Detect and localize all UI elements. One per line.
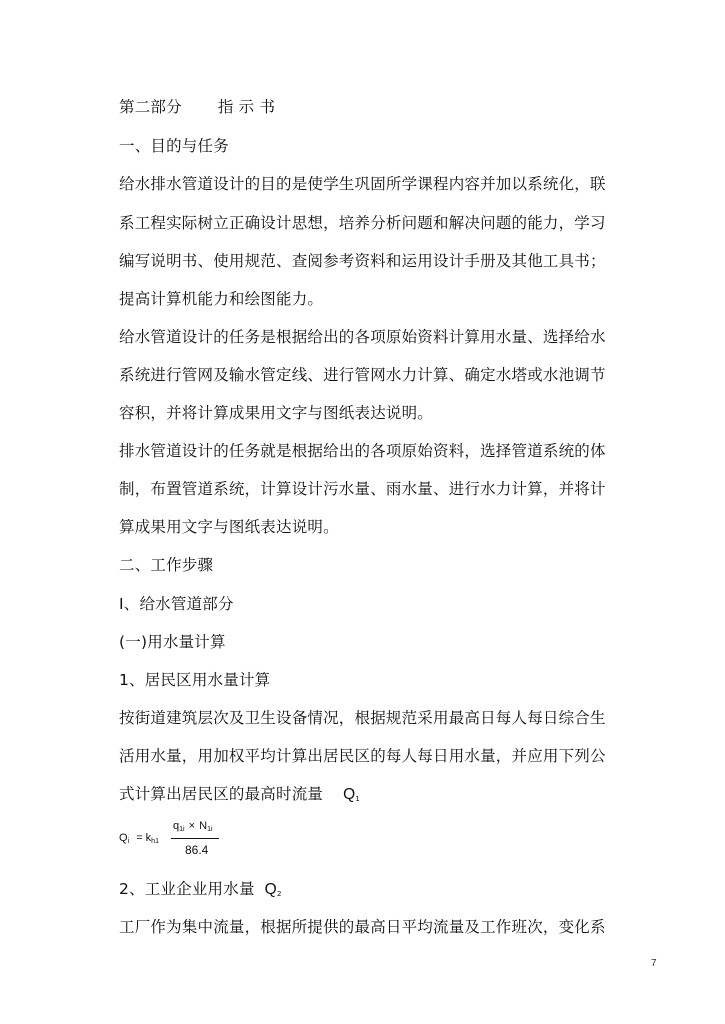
section-heading [119,97,275,117]
formula-denominator: 86.4 [185,843,209,857]
heading-steps: 二、工作步骤 [119,556,214,574]
subheading-industry [119,879,282,904]
paragraph-line: 活用水量，用加权平均计算出居民区的每人每日用水量，并应用下列公 [119,747,606,765]
paragraph-line: 按街道建筑层次及卫生设备情况，根据规范采用最高日每人每日综合生 [119,709,606,727]
q2-symbol: Q [264,881,277,898]
section-title: 指 示 书 [217,98,276,116]
subheading-water-supply: I、给水管道部分 [119,595,234,613]
paragraph-line: 系工程实际树立正确设计思想，培养分析问题和解决问题的能力，学习 [119,214,606,232]
paragraph-line: 算成果用文字与图纸表达说明。 [119,518,339,536]
page-number: 7 [651,958,657,969]
industry-label: 2、工业企业用水量 [119,880,255,898]
paragraph-line: 工厂作为集中流量，根据所提供的最高日平均流量及工作班次，变化系 [119,918,606,936]
subheading-water-usage: (一)用水量计算 [119,633,226,651]
paragraph-line-with-symbol [119,784,360,809]
paragraph-line: 提高计算机能力和绘图能力。 [119,290,324,308]
q1-symbol: Q [343,786,356,803]
subheading-residential: 1、居民区用水量计算 [119,671,271,689]
paragraph-line: 制，布置管道系统，计算设计污水量、雨水量、进行水力计算，并将计 [119,480,606,498]
q2-subscript: 2 [276,890,282,898]
paragraph-line: 容积，并将计算成果用文字与图纸表达说明。 [119,404,434,422]
heading-purpose: 一、目的与任务 [119,137,229,155]
flow-formula [119,818,239,862]
paragraph-line: 编写说明书、使用规范、查阅参考资料和运用设计手册及其他工具书； [119,252,606,270]
formula-lhs: $Q_i = k_{h1}$ [119,832,159,845]
paragraph-line: 给水管道设计的任务是根据给出的各项原始资料计算用水量、选择给水 [119,328,606,346]
paragraph-line: 排水管道设计的任务就是根据给出的各项原始资料，选择管道系统的体 [119,442,606,460]
paragraph-text: 式计算出居民区的最高时流量 [119,785,324,803]
paragraph-line: 系统进行管网及输水管定线、进行管网水力计算、确定水塔或水池调节 [119,366,606,384]
paragraph-line: 给水排水管道设计的目的是使学生巩固所学课程内容并加以系统化，联 [119,175,606,193]
formula-numerator: $q_{1i} \times N_{1i}$ [173,820,213,833]
fraction-bar [171,838,219,839]
q1-subscript: 1 [355,795,361,803]
section-part: 第二部分 [119,98,182,116]
